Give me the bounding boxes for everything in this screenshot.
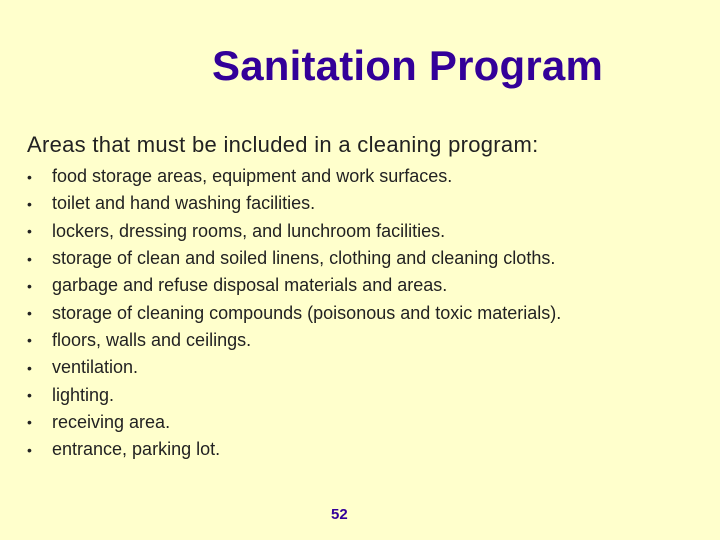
slide-title: Sanitation Program xyxy=(212,42,603,89)
list-item xyxy=(27,327,561,354)
bullet-icon: • xyxy=(27,387,32,404)
list-item xyxy=(27,190,561,217)
list-item xyxy=(27,163,561,190)
page-number: 52 xyxy=(331,506,348,523)
list-item-text: entrance, parking lot. xyxy=(52,439,221,460)
list-item-text: food storage areas, equipment and work surfaces. xyxy=(52,166,453,187)
list-item xyxy=(27,409,561,436)
intro-text: Areas that must be included in a cleaning program: xyxy=(27,132,539,157)
list-item-text: lockers, dressing rooms, and lunchroom facilities. xyxy=(52,220,446,241)
list-item xyxy=(27,299,561,326)
bullet-icon: • xyxy=(27,359,32,376)
list-item-text: receiving area. xyxy=(52,411,171,432)
list-item-text: storage of clean and soiled linens, clothing and cleaning cloths. xyxy=(52,248,556,269)
list-item xyxy=(27,218,561,245)
list-item-text: floors, walls and ceilings. xyxy=(52,329,252,350)
list-item-text: storage of cleaning compounds (poisonous and toxic materials). xyxy=(52,302,562,323)
list-item xyxy=(27,436,561,463)
list-item xyxy=(27,381,561,408)
list-item-text: garbage and refuse disposal materials and areas. xyxy=(52,275,448,296)
list-item-text: lighting. xyxy=(52,384,115,405)
bullet-icon: • xyxy=(27,305,32,322)
bullet-icon: • xyxy=(27,414,32,431)
bullet-icon: • xyxy=(27,195,32,212)
list-item-text: toilet and hand washing facilities. xyxy=(52,193,316,214)
cleaning-program-list xyxy=(27,163,561,463)
list-item xyxy=(27,245,561,272)
list-item xyxy=(27,354,561,381)
list-item xyxy=(27,272,561,299)
bullet-icon: • xyxy=(27,168,32,185)
bullet-icon: • xyxy=(27,223,32,240)
bullet-icon: • xyxy=(27,277,32,294)
bullet-icon: • xyxy=(27,332,32,349)
bullet-icon: • xyxy=(27,441,32,458)
bullet-icon: • xyxy=(27,250,32,267)
list-item-text: ventilation. xyxy=(52,357,139,378)
